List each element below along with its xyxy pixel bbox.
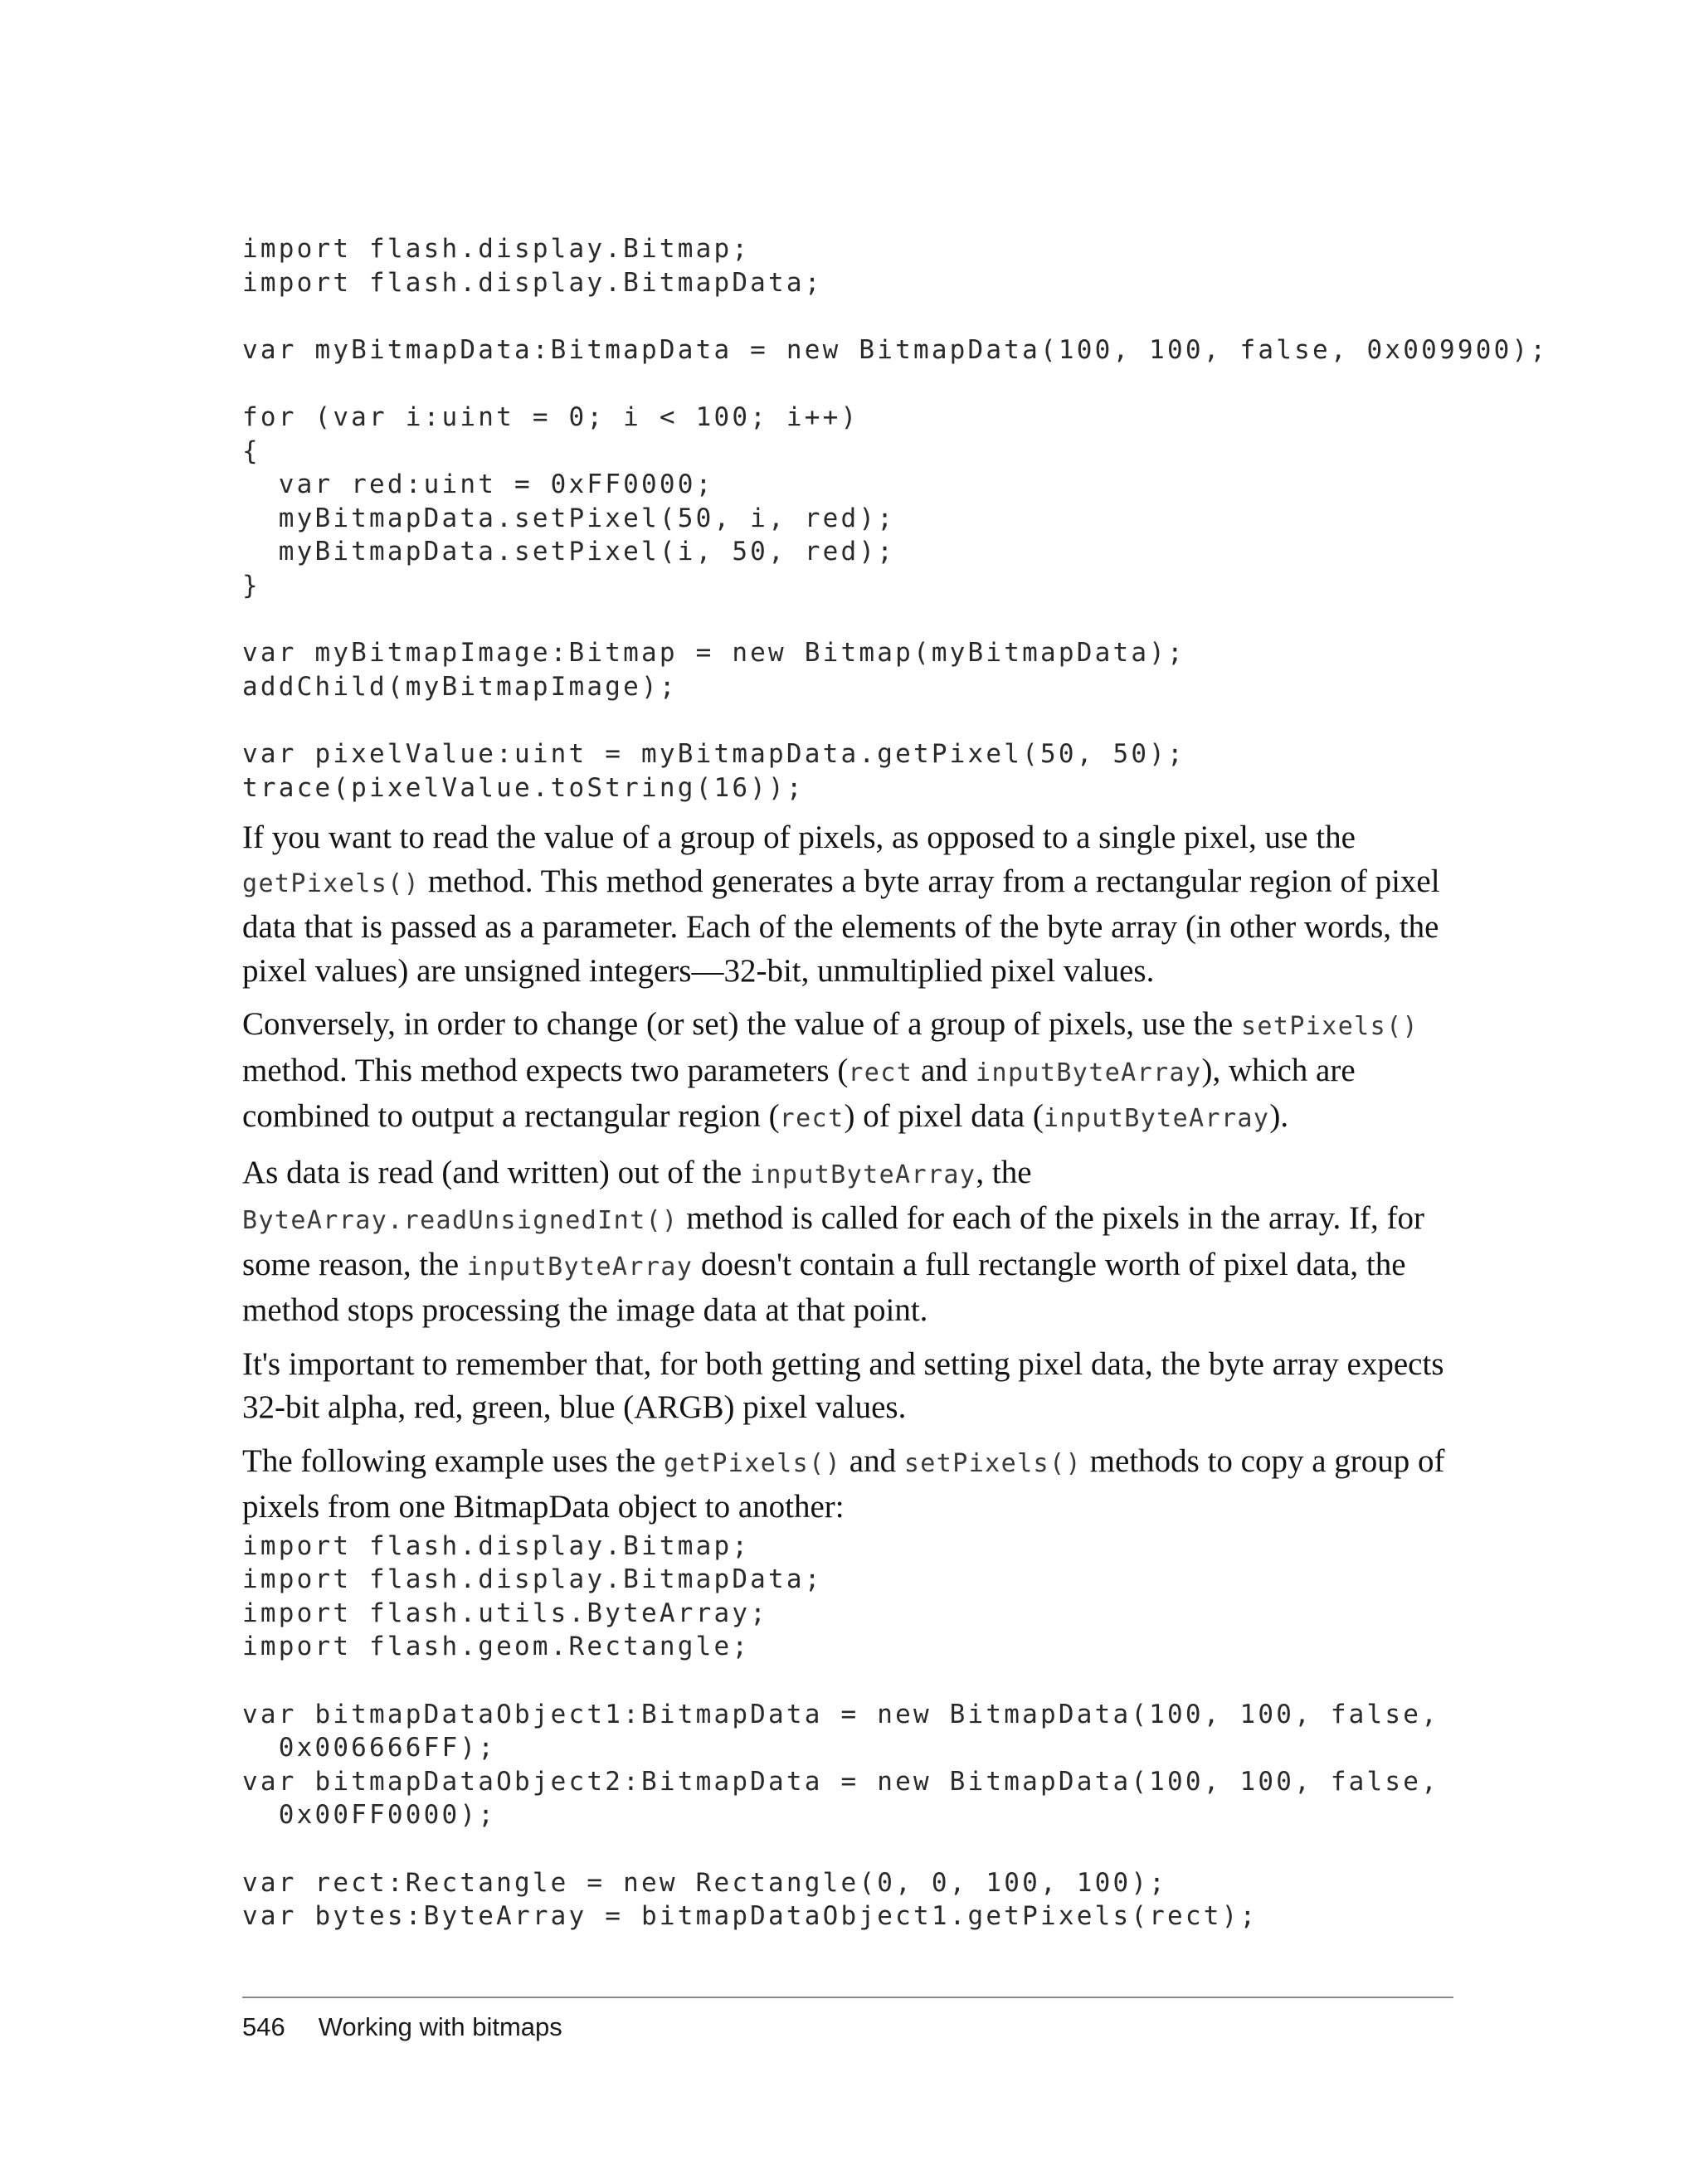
text-run: ), which are combined to output a rectangular region ( [242,1052,1356,1135]
body-text [242,816,1453,1530]
paragraph-setpixels [242,1003,1453,1141]
running-footer-title: Working with bitmaps [318,2012,562,2041]
code-line: } [242,570,260,601]
code-line: import flash.utils.ByteArray; [242,1598,769,1628]
text-run: method. This method generates a byte array from a rectangular region of pixel data that is passed as a parameter. Each of the elements of the byte array (in other words, the pixel values) are unsigned integers—32-bit, unmultiplied pixel values. [242,863,1440,989]
code-line: var bitmapDataObject1:BitmapData = new BitmapData(100, 100, false, [242,1699,1439,1729]
paragraph-readunsignedint [242,1151,1453,1333]
code-block-bitmap-setpixel [242,232,1549,805]
inline-code: ByteArray.readUnsignedInt() [242,1206,679,1236]
code-line: var myBitmapData:BitmapData = new BitmapData(100, 100, false, 0x009900); [242,334,1549,365]
paragraph-example-intro [242,1440,1453,1530]
code-line: myBitmapData.setPixel(i, 50, red); [242,537,896,567]
code-line: for (var i:uint = 0; i < 100; i++) [242,401,859,432]
inline-code: rect [779,1104,845,1134]
text-run: and [913,1052,976,1088]
code-line: var rect:Rectangle = new Rectangle(0, 0, 100, 100); [242,1867,1168,1898]
code-blank-line [242,1664,1453,1698]
code-line: 0x00FF0000); [242,1800,497,1831]
code-line: import flash.display.BitmapData; [242,267,823,298]
paragraph-getpixels [242,816,1453,993]
text-run: and [841,1442,904,1479]
inline-code: setPixels() [1240,1012,1419,1042]
text-run: The following example uses the [242,1442,664,1479]
footer-divider [242,1997,1453,1998]
code-line: var bytes:ByteArray = bitmapDataObject1.getPixels(rect); [242,1901,1258,1932]
text-run: As data is read (and written) out of the [242,1154,750,1190]
paragraph-argb-note [242,1343,1453,1430]
code-line: var pixelValue:uint = myBitmapData.getPixel(50, 50); [242,738,1185,769]
text-run: methods to copy a group of pixels from one BitmapData object to another: [242,1442,1445,1525]
code-blank-line [242,367,1453,401]
code-blank-line [242,703,1453,737]
code-line: import flash.display.BitmapData; [242,1564,823,1595]
inline-code: getPixels() [663,1448,842,1478]
code-line: var red:uint = 0xFF0000; [242,469,714,500]
text-run: ). [1269,1098,1289,1135]
text-run: If you want to read the value of a group of pixels, as opposed to a single pixel, use the [242,820,1356,856]
inline-code: rect [848,1058,913,1087]
code-line: import flash.display.Bitmap; [242,234,751,264]
inline-code: getPixels() [242,868,421,898]
code-line: var bitmapDataObject2:BitmapData = new BitmapData(100, 100, false, [242,1766,1439,1797]
code-line: { [242,435,260,466]
code-line: import flash.geom.Rectangle; [242,1632,751,1662]
text-run: It's important to remember that, for both getting and setting pixel data, the byte array expects 32-bit alpha, red, green, blue (ARGB) pixel values. [242,1345,1444,1426]
text-run: doesn't contain a full rectangle worth of pixel data, the method stops processing the image data at that point. [242,1246,1406,1329]
page-content [242,232,1549,1933]
text-run: ) of pixel data ( [844,1098,1044,1135]
text-run: method is called for each of the pixels in the array. If, for some reason, the [242,1200,1425,1282]
inline-code: inputByteArray [1043,1104,1270,1134]
text-run: Conversely, in order to change (or set) the value of a group of pixels, use the [242,1006,1241,1043]
code-line: 0x006666FF); [242,1733,497,1763]
code-blank-line [242,603,1453,637]
code-line: myBitmapData.setPixel(50, i, red); [242,503,896,533]
code-line: addChild(myBitmapImage); [242,671,678,702]
code-block-getpixels-setpixels [242,1530,1453,1933]
code-line: var myBitmapImage:Bitmap = new Bitmap(myBitmapData); [242,638,1185,669]
text-run: method. This method expects two parameters ( [242,1052,849,1088]
code-blank-line [242,299,1453,333]
page-footer [242,2011,562,2044]
code-line: import flash.display.Bitmap; [242,1530,751,1561]
inline-code: inputByteArray [466,1252,694,1282]
text-run: , the [976,1154,1032,1190]
inline-code: inputByteArray [749,1160,976,1189]
page-number: 546 [242,2012,285,2041]
code-line: trace(pixelValue.toString(16)); [242,772,805,803]
inline-code: setPixels() [903,1448,1082,1478]
inline-code: inputByteArray [976,1058,1202,1087]
code-blank-line [242,1832,1453,1866]
